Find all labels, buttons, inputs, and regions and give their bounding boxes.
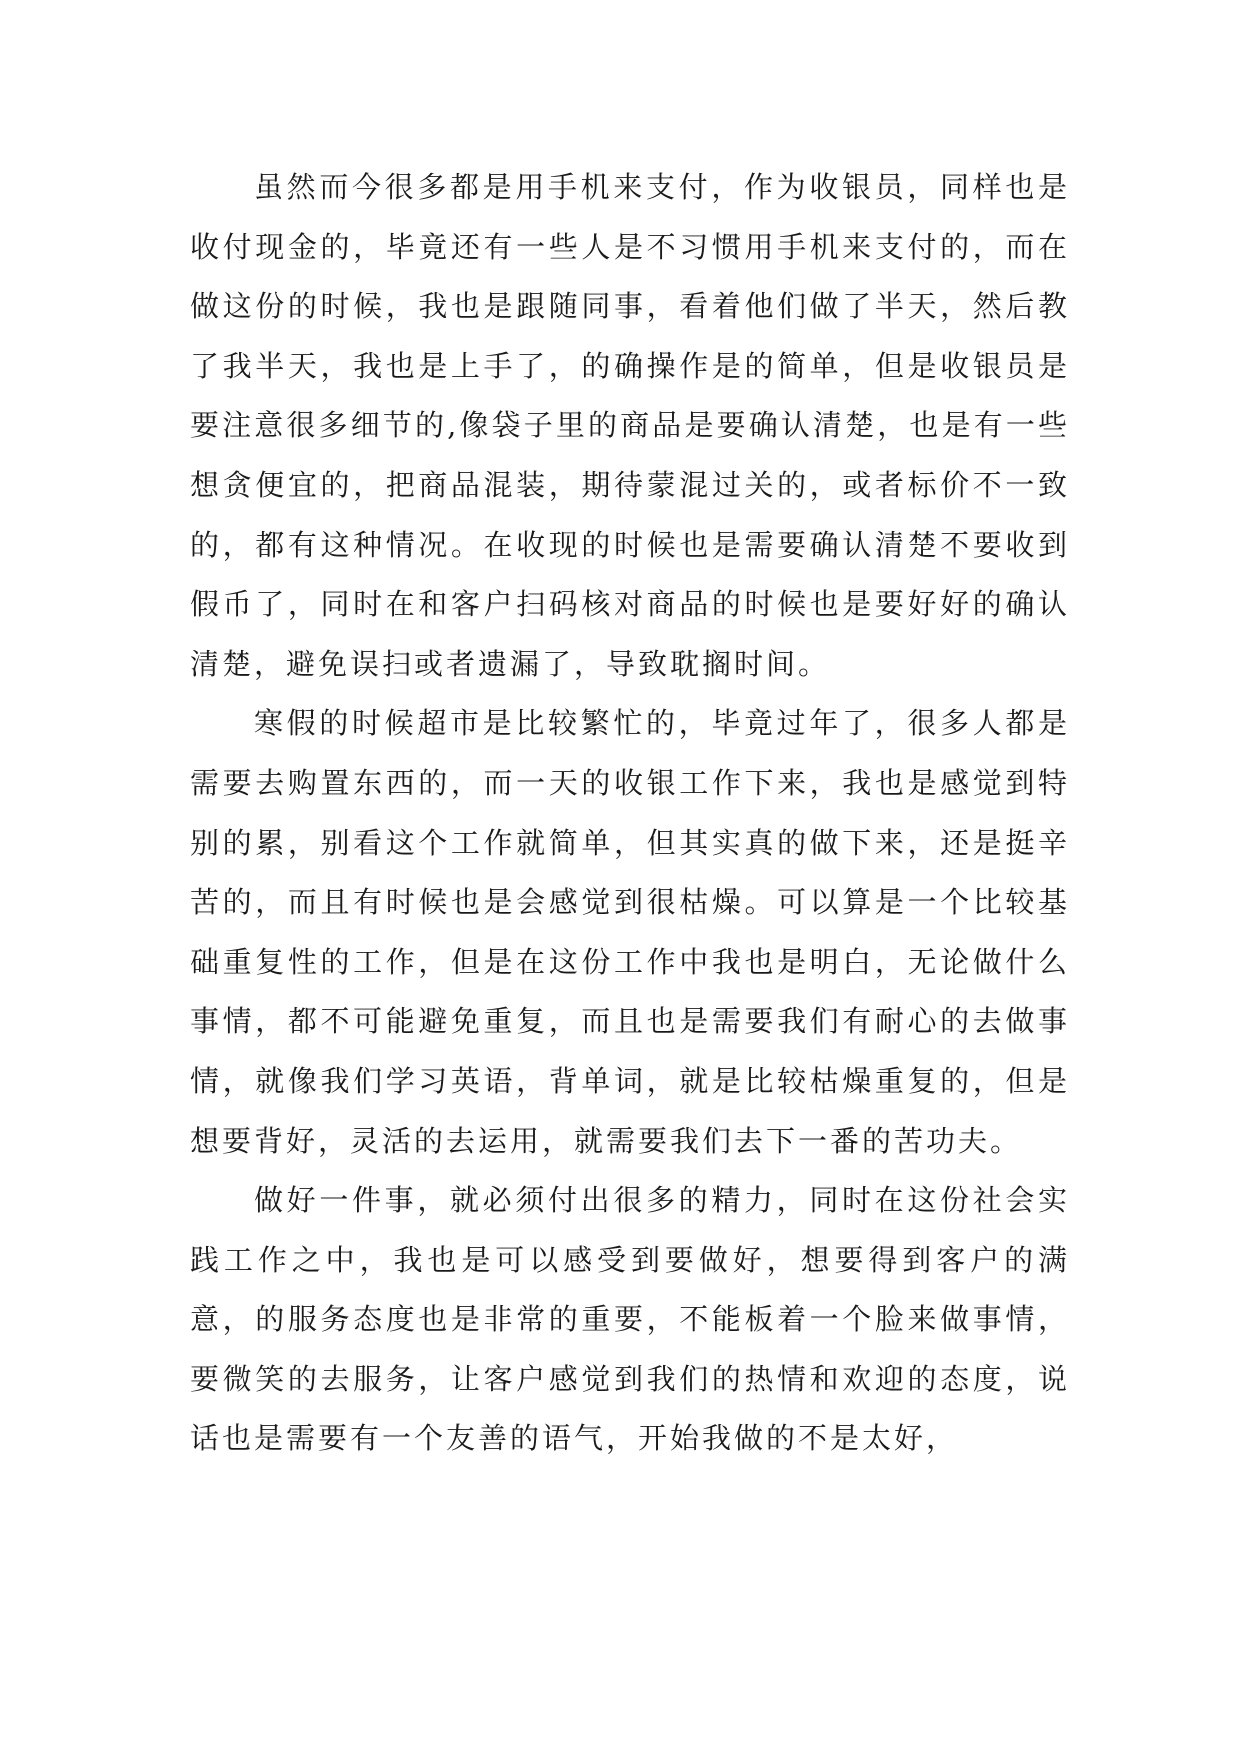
paragraph-cashier-duties: 虽然而今很多都是用手机来支付，作为收银员，同样也是收付现金的，毕竟还有一些人是不习惯用手机来支付的，而在做这份的时候，我也是跟随同事，看着他们做了半天，然后教了我半天，我也是上手了，的确操作是的简单，但是收银员是要注意很多细节的,像袋子里的商品是要确认清楚，也是有一些想贪便宜的，把商品混装，期待蒙混过关的，或者标价不一致的，都有这种情况。在收现的时候也是需要确认清楚不要收到假币了，同时在和客户扫码核对商品的时候也是要好好的确认清楚，避免误扫或者遗漏了，导致耽搁时间。 [190,170,1070,681]
document-body [190,158,1070,1469]
paragraph-service-attitude: 做好一件事，就必须付出很多的精力，同时在这份社会实践工作之中，我也是可以感受到要做好，想要得到客户的满意，的服务态度也是非常的重要，不能板着一个脸来做事情，要微笑的去服务，让客户感觉到我们的热情和欢迎的态度，说话也是需要有一个友善的语气，开始我做的不是太好， [190,1183,1070,1456]
paragraph-winter-break-busy: 寒假的时候超市是比较繁忙的，毕竟过年了，很多人都是需要去购置东西的，而一天的收银工作下来，我也是感觉到特别的累，别看这个工作就简单，但其实真的做下来，还是挺辛苦的，而且有时候也是会感觉到很枯燥。可以算是一个比较基础重复性的工作，但是在这份工作中我也是明白，无论做什么事情，都不可能避免重复，而且也是需要我们有耐心的去做事情，就像我们学习英语，背单词，就是比较枯燥重复的，但是想要背好，灵活的去运用，就需要我们去下一番的苦功夫。 [190,706,1070,1158]
